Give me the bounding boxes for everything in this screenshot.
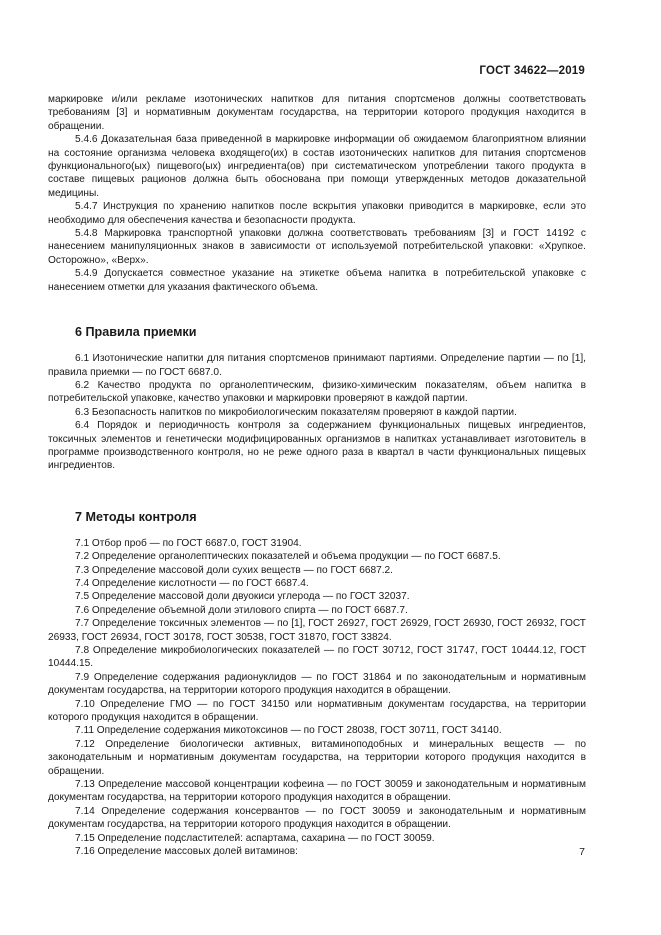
paragraph-7-16: 7.16 Определение массовых долей витаминов: bbox=[75, 846, 298, 858]
paragraph-7-12: 7.12 Определение биологически активных, витаминоподобных и минеральных веществ — по законодательным и нормативным документам государства, на территории которого продукция находится в обращении. bbox=[48, 738, 586, 777]
standard-designation: ГОСТ 34622—2019 bbox=[479, 65, 585, 77]
paragraph-7-2: 7.2 Определение органолептических показателей и объема продукции — по ГОСТ 6687.5. bbox=[75, 551, 501, 563]
paragraph-continuation: маркировке и/или рекламе изотонических напитков для питания спортсменов должны соответствовать требованиям [3] и нормативным документам государства, на территории которого продукция находится в обращении. bbox=[48, 94, 586, 132]
paragraph-7-4: 7.4 Определение кислотности — по ГОСТ 6687.4. bbox=[75, 577, 309, 589]
paragraph-7-14: 7.14 Определение содержания консервантов — по ГОСТ 30059 и законодательным и нормативным документам государства, на территории которого продукция находится в обращении. bbox=[48, 805, 586, 831]
paragraph-7-1: 7.1 Отбор проб — по ГОСТ 6687.0, ГОСТ 31904. bbox=[75, 537, 302, 549]
paragraph-7-11: 7.11 Определение содержания микотоксинов — по ГОСТ 28038, ГОСТ 30711, ГОСТ 34140. bbox=[75, 725, 502, 737]
section-6-heading: 6 Правила приемки bbox=[75, 325, 197, 340]
paragraph-7-13: 7.13 Определение массовой концентрации кофеина — по ГОСТ 30059 и законодательным и нормативным документам государства, на территории которого продукция находится в обращении. bbox=[48, 779, 586, 804]
paragraph-7-8: 7.8 Определение микробиологических показателей — по ГОСТ 30712, ГОСТ 31747, ГОСТ 10444.12, ГОСТ 10444.15. bbox=[48, 645, 586, 670]
paragraph-7-5: 7.5 Определение массовой доли двуокиси углерода — по ГОСТ 32037. bbox=[75, 591, 410, 603]
paragraph-6-4: 6.4 Порядок и периодичность контроля за содержанием функциональных пищевых ингредиентов, токсичных элементов и генетически модифицированных организмов в напитках устанавливает изготовитель в программе производственного контроля, но не реже одного раза в квартал в части функциональных пищевых ингредиентов. bbox=[48, 420, 586, 472]
paragraph-5-4-8: 5.4.8 Маркировка транспортной упаковки должна соответствовать требованиям [3] и ГОСТ 14192 с нанесением манипуляционных знаков в зависимости от используемой потребительской упаковки: «Хрупкое. Осторожно», «Верх». bbox=[48, 228, 586, 266]
paragraph-7-15: 7.15 Определение подсластителей: аспартама, сахарина — по ГОСТ 30059. bbox=[75, 832, 435, 844]
paragraph-7-9: 7.9 Определение содержания радионуклидов — по ГОСТ 31864 и по законодательным и нормативным документам государства, на территории которого продукция находится в обращении. bbox=[48, 671, 586, 697]
paragraph-7-7: 7.7 Определение токсичных элементов — по [1], ГОСТ 26927, ГОСТ 26929, ГОСТ 26930, ГОСТ 26932, ГОСТ 26933, ГОСТ 26934, ГОСТ 30178, ГОСТ 30538, ГОСТ 31870, ГОСТ 33824. bbox=[48, 618, 586, 643]
paragraph-5-4-9: 5.4.9 Допускается совместное указание на этикетке объема напитка в потребительской упаковке с нанесением отметки для указания фактического объема. bbox=[48, 268, 586, 293]
paragraph-7-3: 7.3 Определение массовой доли сухих веществ — по ГОСТ 6687.2. bbox=[75, 564, 394, 576]
paragraph-6-3: 6.3 Безопасность напитков по микробиологическим показателям проверяют в каждой партии. bbox=[75, 406, 517, 418]
paragraph-5-4-6: 5.4.6 Доказательная база приведенной в маркировке информации об ожидаемом благоприятном влиянии на состояние организма человека входящего(их) в состав изотонических напитков для питания спортсменов функционального(ых) пищевого(ых) ингредиента(ов) при систематическом употреблении такого продукта в составе пищевых рационов должна быть обоснована при помощи утвержденных методов доказательной медицины. bbox=[48, 134, 586, 199]
section-7-heading: 7 Методы контроля bbox=[75, 509, 197, 524]
paragraph-7-6: 7.6 Определение объемной доли этилового спирта — по ГОСТ 6687.7. bbox=[75, 604, 408, 616]
paragraph-6-2: 6.2 Качество продукта по органолептическим, физико-химическим показателям, объем напитка в потребительской упаковке, качество упаковки и маркировки проверяют в каждой партии. bbox=[48, 379, 586, 405]
page-body bbox=[48, 93, 586, 859]
paragraph-6-1: 6.1 Изотонические напитки для питания спортсменов принимают партиями. Определение партии — по [1], правила приемки — по ГОСТ 6687.0. bbox=[48, 353, 586, 378]
page-number: 7 bbox=[579, 846, 585, 858]
paragraph-7-10: 7.10 Определение ГМО — по ГОСТ 34150 или нормативным документам государства, на территории которого продукция находится в обращении. bbox=[48, 698, 586, 724]
paragraph-5-4-7: 5.4.7 Инструкция по хранению напитков после вскрытия упаковки приводится в маркировке, если это необходимо для обеспечения качества и безопасности продукта. bbox=[48, 201, 586, 226]
